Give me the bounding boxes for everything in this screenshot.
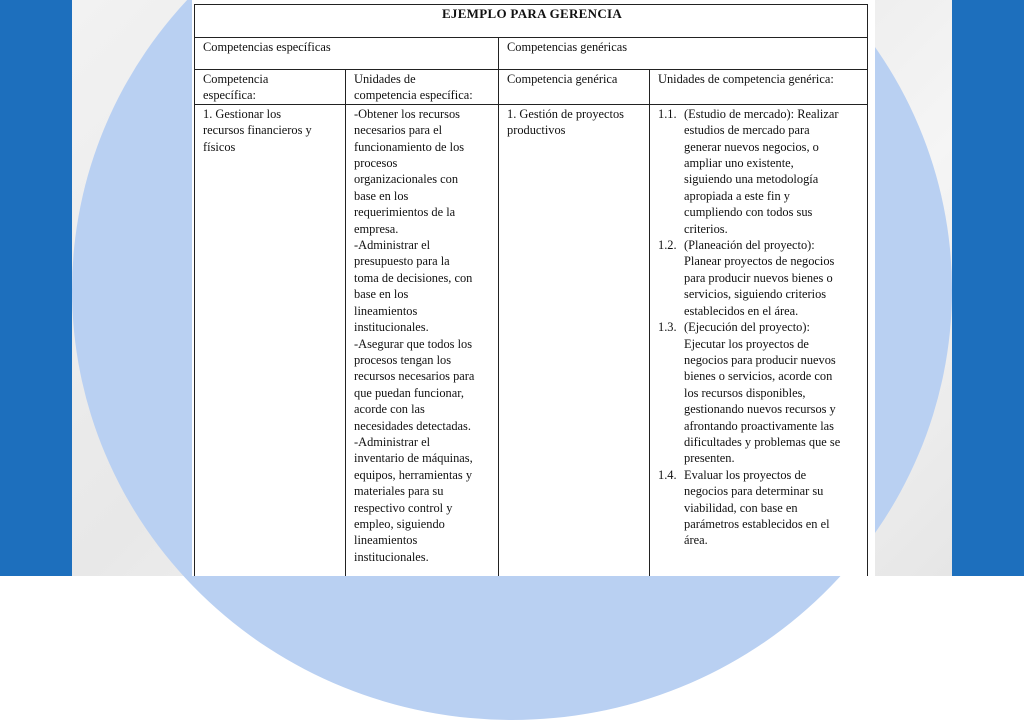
section-generic: Competencias genéricas — [499, 38, 868, 70]
header-specific-units: Unidades de competencia específica: — [346, 70, 499, 105]
generic-unit-item — [658, 467, 861, 549]
generic-unit-number: 1.1. — [658, 106, 677, 121]
content-row — [195, 104, 868, 576]
generic-unit-number: 1.4. — [658, 467, 677, 482]
section-specific: Competencias específicas — [195, 38, 499, 70]
right-blue-bar — [952, 0, 1024, 576]
specific-competency-cell: 1. Gestionar los recursos financieros y físicos — [195, 104, 346, 576]
competency-table — [194, 4, 868, 576]
header-specific-competency: Competencia específica: — [195, 70, 346, 105]
header-generic-competency: Competencia genérica — [499, 70, 650, 105]
generic-unit-item — [658, 106, 861, 237]
header-generic-units: Unidades de competencia genérica: — [650, 70, 868, 105]
column-header-row — [195, 70, 868, 105]
table-title-cell — [195, 5, 868, 38]
generic-unit-item — [658, 319, 861, 467]
document-sheet — [192, 0, 875, 576]
generic-unit-text: (Ejecución del proyecto): Ejecutar los proyectos de negocios para producir nuevos bienes o servicios, acorde con los recursos disponibles, gestionando nuevos recursos y afrontando proactivamente las dificultades y problemas que se presenten. — [684, 320, 841, 466]
generic-unit-text: (Estudio de mercado): Realizar estudios de mercado para generar nuevos negocios, o ampliar uno existente, siguiendo una metodología apropiada a este fin y cumpliendo con todos sus criterios. — [684, 106, 839, 236]
generic-units-cell — [650, 104, 868, 576]
generic-competency-cell: 1. Gestión de proyectos productivos — [499, 104, 650, 576]
generic-unit-number: 1.3. — [658, 320, 677, 335]
specific-units-cell: -Obtener los recursos necesarios para el funcionamiento de los procesos organizacionales con base en los requerimientos de la empresa. -Administrar el presupuesto para la toma de decisiones, con base en los lineamientos institucionales. -Asegurar que todos los procesos tengan los recursos necesarios para que puedan funcionar, acorde con las necesidades detectadas. -Administrar el inventario de máquinas, equipos, herramientas y materiales para su respectivo control y empleo, siguiendo lineamientos institucionales. — [346, 104, 499, 576]
generic-unit-text: Evaluar los proyectos de negocios para determinar su viabilidad, con base en parámetros establecidos en el área. — [684, 467, 830, 548]
section-row — [195, 38, 868, 70]
table-title: EJEMPLO PARA GERENCIA — [441, 6, 623, 21]
generic-unit-text: (Planeación del proyecto): Planear proyectos de negocios para producir nuevos bienes o servicios, siguiendo criterios establecidos en el área. — [684, 238, 835, 318]
left-blue-bar — [0, 0, 72, 576]
generic-unit-item — [658, 237, 861, 319]
title-row — [195, 5, 868, 38]
generic-unit-number: 1.2. — [658, 238, 677, 253]
